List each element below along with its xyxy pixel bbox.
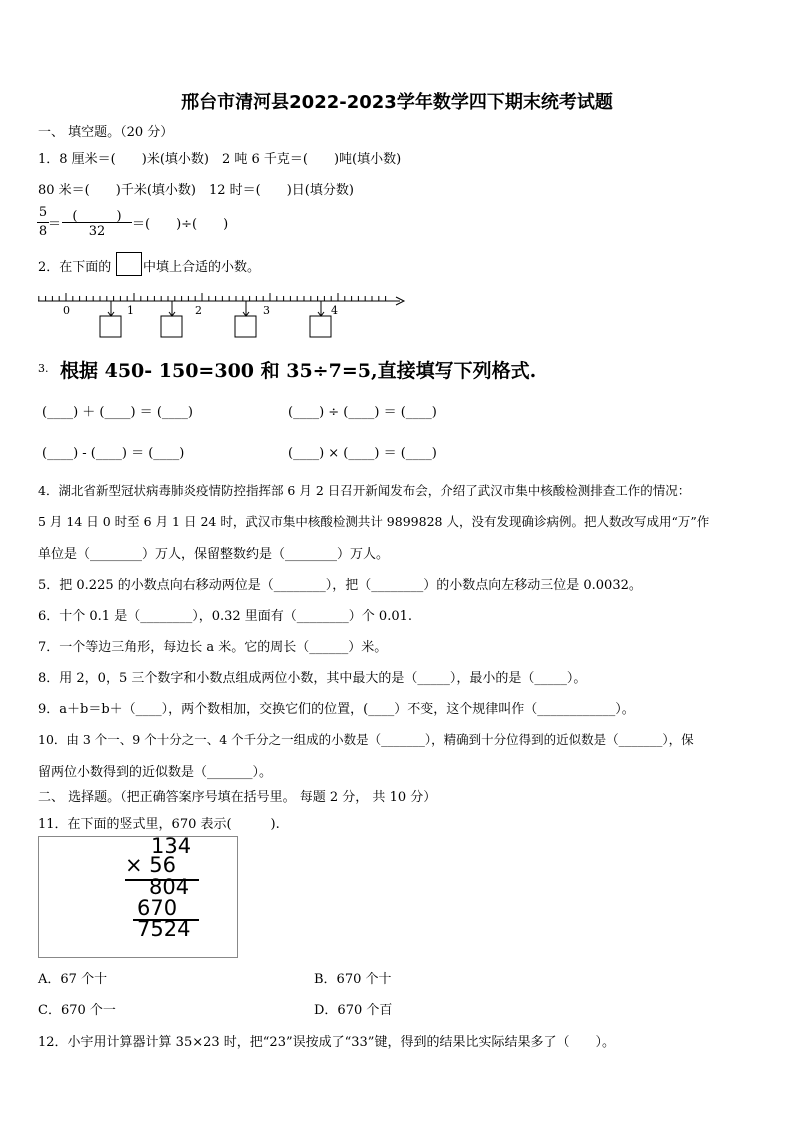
section-fill-in-heading: 一、 填空题。（20 分） [38, 125, 174, 140]
section-choice-heading: 二、 选择题。（把正确答案序号填在括号里。 每题 2 分， 共 10 分） [38, 790, 437, 805]
answer-box-3[interactable] [235, 316, 256, 337]
question-5: 5．把 0.225 的小数点向右移动两位是（________），把（________）的小数点向左移动三位是 0.0032。 [38, 578, 642, 593]
ruler-label-0: 0 [63, 304, 70, 317]
equals-sign: ＝ [48, 217, 62, 232]
question-12: 12．小宇用计算器计算 35×23 时，把“23”误按成了“33”键，得到的结果比实际结果多了（ ）。 [38, 1035, 615, 1050]
question-11: 11．在下面的竖式里，670 表示( ). [38, 817, 280, 832]
mult-partial-2: 670 [137, 896, 178, 920]
ruler-label-3: 3 [263, 304, 270, 317]
fraction-numerator: 5 [38, 205, 48, 220]
option-c[interactable]: C．670 个一 [38, 1003, 116, 1018]
ruler-label-2: 2 [195, 304, 202, 317]
question-9: 9．a＋b＝b＋（____），两个数相加，交换它们的位置，(____）不变，这个规律叫作（____________）。 [38, 702, 635, 717]
fraction-2-bar [62, 222, 132, 223]
question-2-suffix: 中填上合适的小数。 [143, 260, 261, 275]
vertical-multiplication-figure [38, 836, 238, 958]
option-a[interactable]: A．67 个十 [38, 972, 108, 987]
ruler-label-4: 4 [331, 304, 338, 317]
question-7: 7．一个等边三角形，每边长 a 米。它的周长（______）米。 [38, 640, 388, 655]
option-d[interactable]: D．670 个百 [314, 1003, 393, 1018]
ruler-label-1: 1 [127, 304, 134, 317]
fraction-2-denominator: 32 [88, 224, 106, 239]
question-1-line-1: 1．8 厘米＝( )米(填小数) 2 吨 6 千克＝( )吨(填小数) [38, 152, 402, 167]
question-4-line-1: 4．湖北省新型冠状病毒肺炎疫情防控指挥部 6 月 2 日召开新闻发布会，介绍了武汉市集中核酸检测排查工作的情况： [38, 483, 691, 498]
question-10-line-2: 留两位小数得到的近似数是（_______）。 [38, 765, 273, 780]
question-6: 6．十个 0.1 是（________），0.32 里面有（________）个 0.01. [38, 609, 412, 624]
question-3-text: 根据 450- 150=300 和 35÷7=5,直接填写下列格式. [60, 360, 537, 382]
number-line-ticks [38, 293, 404, 305]
option-b[interactable]: B．670 个十 [314, 972, 392, 987]
question-4-line-2: 5 月 14 日 0 时至 6 月 1 日 24 时，武汉市集中核酸检测共计 9899828 人，没有发现确诊病例。把人数改写成用“万”作 [38, 514, 710, 529]
question-10-line-1: 10．由 3 个一、9 个十分之一、4 个千分之一组成的小数是（_______），精确到十分位得到的近似数是（_______），保 [38, 732, 694, 747]
question-3-row-2-right: (____) × (____) ＝ (____) [288, 446, 437, 461]
fraction-denominator: 8 [38, 224, 48, 239]
question-2-prefix: 2．在下面的 [38, 260, 112, 275]
mult-multiplier: × 56 [125, 853, 176, 877]
question-3-number: 3. [38, 362, 49, 375]
answer-box-sample [116, 252, 142, 276]
question-1-tail: ＝( )÷( ) [132, 217, 229, 232]
question-4-line-3: 单位是（________）万人，保留整数约是（________）万人。 [38, 547, 390, 562]
question-3-row-2-left: (____) - (____) ＝ (____) [42, 446, 185, 461]
answer-boxes [100, 301, 331, 337]
answer-box-4[interactable] [310, 316, 331, 337]
mult-multiplicand: 134 [151, 834, 192, 858]
answer-box-1[interactable] [100, 316, 121, 337]
question-8: 8．用 2，0，5 三个数字和小数点组成两位小数，其中最大的是（_____），最小的是（_____）。 [38, 671, 587, 686]
fraction-2-numerator: ( ) [72, 209, 122, 224]
number-line [30, 285, 415, 345]
page-title: 邢台市清河县2022-2023学年数学四下期末统考试题 [181, 92, 613, 113]
mult-product: 7524 [137, 917, 191, 941]
mult-partial-1: 804 [149, 875, 190, 899]
question-3-row-1-right: (____) ÷ (____) ＝ (____) [288, 405, 437, 420]
question-1-line-2: 80 米＝( )千米(填小数) 12 时＝( )日(填分数) [38, 183, 354, 198]
question-3-row-1-left: (____) ＋ (____) ＝ (____) [42, 405, 193, 420]
answer-box-2[interactable] [161, 316, 182, 337]
